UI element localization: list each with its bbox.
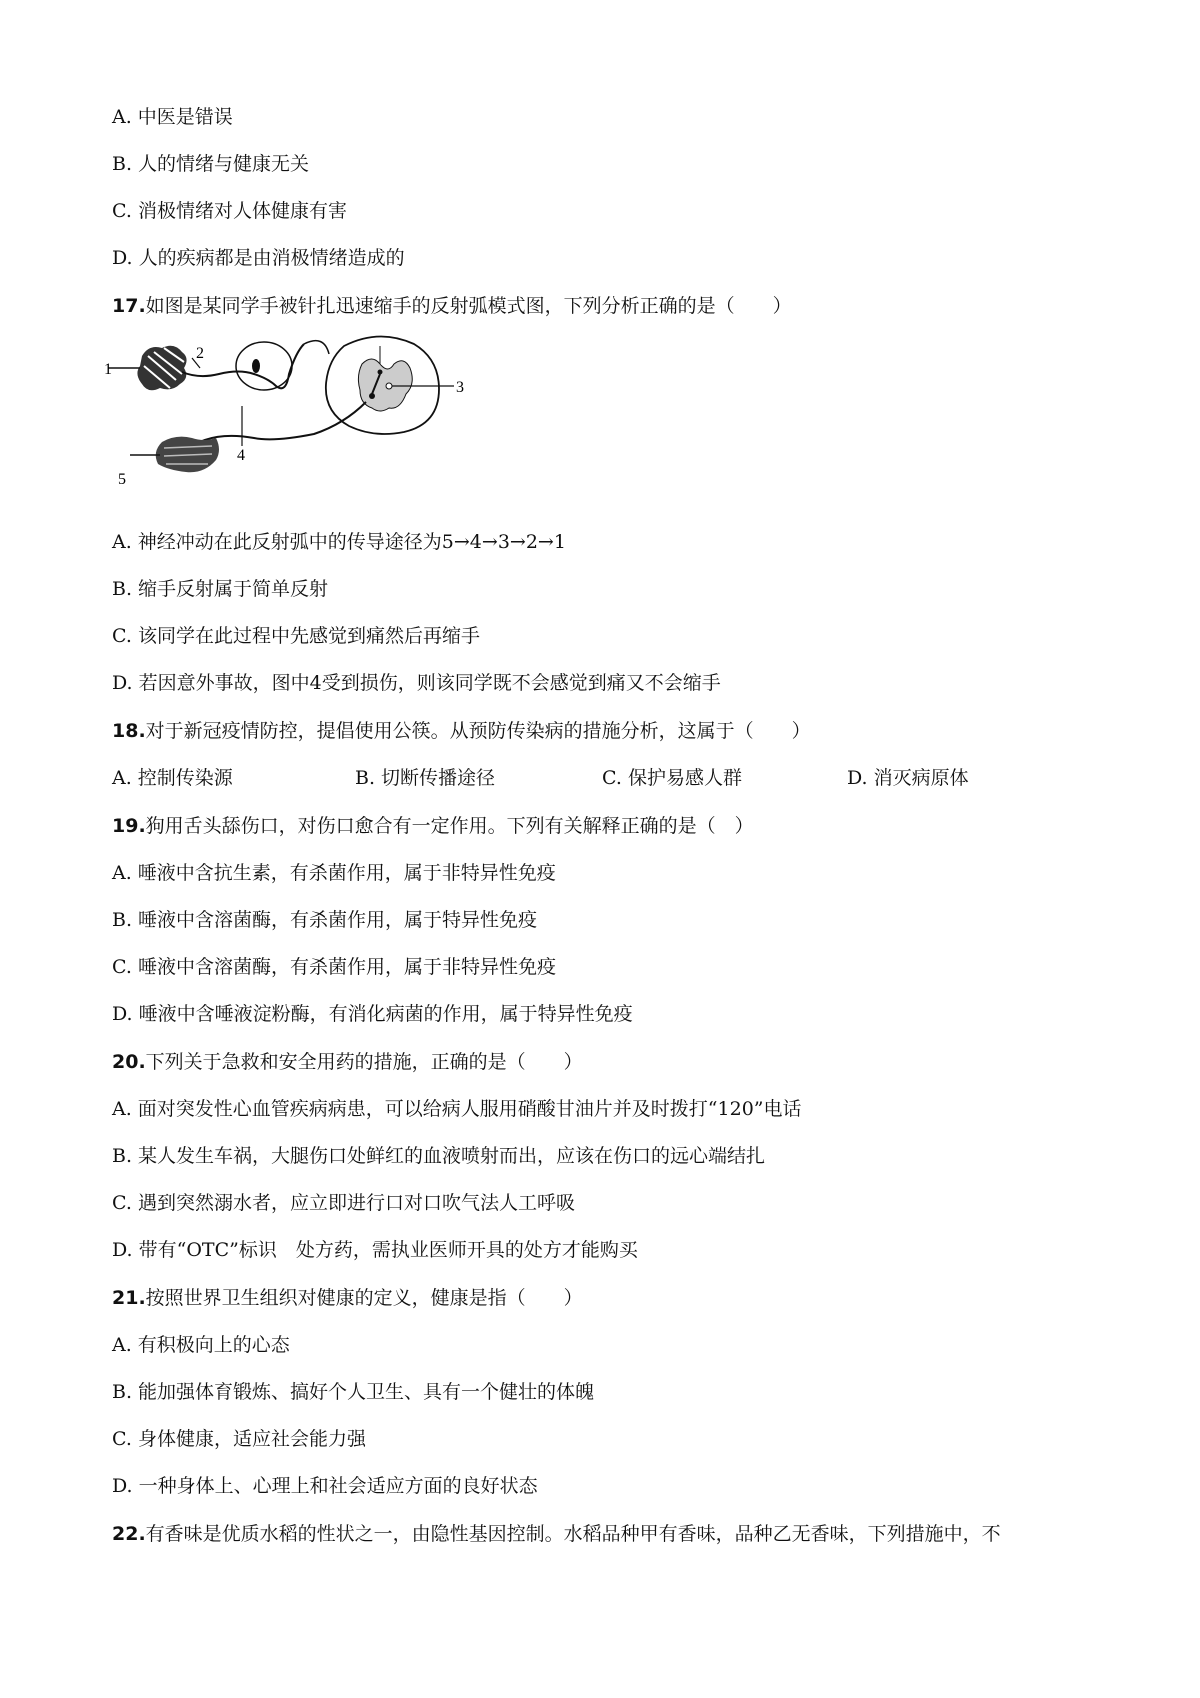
q21-number: 21. xyxy=(112,1287,146,1309)
q16-option-b: B. 人的情绪与健康无关 xyxy=(112,153,310,175)
q20-number: 20. xyxy=(112,1051,146,1073)
q21-option-b: B. 能加强体育锻炼、搞好个人卫生、具有一个健壮的体魄 xyxy=(112,1381,595,1403)
q18-option-a: A. 控制传染源 xyxy=(112,767,233,789)
effector-muscle-icon xyxy=(156,437,219,473)
q22-number: 22. xyxy=(112,1523,146,1545)
q20-option-d: D. 带有“OTC”标识 处方药，需执业医师开具的处方才能购买 xyxy=(112,1239,638,1261)
q19-option-a: A. 唾液中含抗生素，有杀菌作用，属于非特异性免疫 xyxy=(112,862,556,884)
q20-option-b: B. 某人发生车祸，大腿伤口处鲜红的血液喷射而出，应该在伤口的远心端结扎 xyxy=(112,1145,766,1167)
receptor-skin-icon xyxy=(137,346,186,391)
q17-text: 如图是某同学手被针扎迅速缩手的反射弧模式图，下列分析正确的是（ ） xyxy=(145,295,792,317)
q19-option-b: B. 唾液中含溶菌酶，有杀菌作用，属于特异性免疫 xyxy=(112,909,538,931)
q20-text: 下列关于急救和安全用药的措施，正确的是（ ） xyxy=(145,1051,583,1073)
q17-option-d: D. 若因意外事故，图中4受到损伤，则该同学既不会感觉到痛又不会缩手 xyxy=(112,672,721,694)
q17-option-b: B. 缩手反射属于简单反射 xyxy=(112,578,329,600)
q17-number: 17. xyxy=(112,295,146,317)
q22-stem xyxy=(112,1522,1001,1546)
q19-text: 狗用舌头舔伤口，对伤口愈合有一定作用。下列有关解释正确的是（ ） xyxy=(145,815,754,837)
q21-text: 按照世界卫生组织对健康的定义，健康是指（ ） xyxy=(145,1287,583,1309)
q16-option-d: D. 人的疾病都是由消极情绪造成的 xyxy=(112,247,405,269)
q16-option-a: A. 中医是错误 xyxy=(112,106,233,128)
q18-options xyxy=(112,766,1012,790)
q21-option-c: C. 身体健康，适应社会能力强 xyxy=(112,1428,366,1450)
q18-stem xyxy=(112,719,811,743)
q18-option-d: D. 消灭病原体 xyxy=(847,767,969,789)
q20-option-c: C. 遇到突然溺水者，应立即进行口对口吹气法人工呼吸 xyxy=(112,1192,575,1214)
q18-number: 18. xyxy=(112,720,146,742)
q18-option-c: C. 保护易感人群 xyxy=(602,767,742,789)
q17-stem xyxy=(112,294,792,318)
q19-stem xyxy=(112,814,754,838)
q16-option-c: C. 消极情绪对人体健康有害 xyxy=(112,200,347,222)
q18-text: 对于新冠疫情防控，提倡使用公筷。从预防传染病的措施分析，这属于（ ） xyxy=(145,720,811,742)
q20-stem xyxy=(112,1050,583,1074)
q20-option-a: A. 面对突发性心血管疾病病患，可以给病人服用硝酸甘油片并及时拨打“120”电话 xyxy=(112,1098,802,1120)
q17-option-a: A. 神经冲动在此反射弧中的传导途径为5→4→3→2→1 xyxy=(112,531,566,553)
figure-label-2: 2 xyxy=(196,345,204,362)
q22-text: 有香味是优质水稻的性状之一，由隐性基因控制。水稻品种甲有香味，品种乙无香味，下列措施中，不 xyxy=(145,1523,1001,1545)
q19-option-c: C. 唾液中含溶菌酶，有杀菌作用，属于非特异性免疫 xyxy=(112,956,556,978)
q18-option-b: B. 切断传播途径 xyxy=(355,767,496,789)
figure-label-5: 5 xyxy=(118,471,126,488)
q21-option-d: D. 一种身体上、心理上和社会适应方面的良好状态 xyxy=(112,1475,538,1497)
q19-option-d: D. 唾液中含唾液淀粉酶，有消化病菌的作用，属于特异性免疫 xyxy=(112,1003,633,1025)
figure-label-3: 3 xyxy=(456,379,464,396)
q17-option-c: C. 该同学在此过程中先感觉到痛然后再缩手 xyxy=(112,625,480,647)
reflex-arc-figure xyxy=(104,334,484,504)
q19-number: 19. xyxy=(112,815,146,837)
q21-option-a: A. 有积极向上的心态 xyxy=(112,1334,290,1356)
q21-stem xyxy=(112,1286,583,1310)
figure-label-1: 1 xyxy=(104,361,112,378)
figure-label-4: 4 xyxy=(237,447,245,464)
